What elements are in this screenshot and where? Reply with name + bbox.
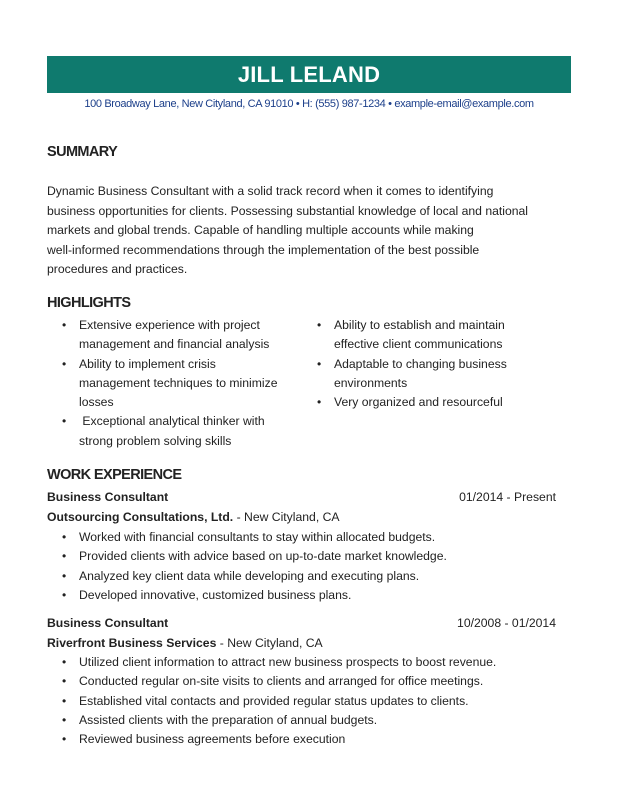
duty-item (47, 711, 577, 730)
highlight-item (47, 316, 307, 355)
contact-info: 100 Broadway Lane, New Cityland, CA 91010 • H: (555) 987-1234 • example-email@example.com (84, 98, 534, 110)
work-experience-heading: WORK EXPERIENCE (47, 467, 182, 483)
name-banner (47, 56, 571, 93)
bullet-icon: • (62, 732, 67, 747)
company-name: Riverfront Business Services (47, 636, 217, 650)
bullet-icon: • (62, 356, 67, 371)
highlight-item (302, 393, 572, 412)
summary-heading: SUMMARY (47, 144, 118, 160)
job-dates: 10/2008 - 01/2014 (457, 616, 556, 630)
summary-line: Dynamic Business Consultant with a solid track record when it comes to identifying (47, 184, 494, 198)
highlight-line: Very organized and resourceful (334, 395, 503, 410)
bullet-icon: • (62, 549, 67, 564)
job-title: Business Consultant (47, 616, 169, 630)
bullet-icon: • (317, 395, 322, 410)
bullet-icon: • (62, 530, 67, 544)
duty-text: Conducted regular on-site visits to clients and arranged for office meetings. (79, 674, 484, 689)
duty-item (47, 586, 577, 605)
job-duties-list (47, 528, 577, 605)
company-name: Outsourcing Consultations, Ltd. (47, 510, 234, 524)
bullet-icon: • (62, 587, 67, 602)
bullet-icon: • (62, 674, 67, 689)
candidate-name: JILL LELAND (237, 61, 381, 87)
bullet-icon: • (62, 693, 67, 708)
duty-text: Analyzed key client data while developing and executing plans. (79, 568, 420, 583)
highlight-line: Adaptable to changing business (334, 356, 507, 371)
summary-line: markets and global trends. Capable of handling multiple accounts while making (47, 223, 474, 237)
highlight-item (302, 355, 572, 394)
duty-item (47, 653, 577, 672)
duty-item (47, 567, 577, 586)
highlight-line: Extensive experience with project (79, 318, 260, 332)
highlight-item (302, 316, 572, 355)
highlights-heading: HIGHLIGHTS (47, 295, 131, 311)
bullet-icon: • (62, 655, 67, 669)
bullet-icon: • (62, 568, 67, 583)
duty-text: Established vital contacts and provided regular status updates to clients. (79, 693, 469, 708)
highlight-line: Ability to establish and maintain (334, 318, 505, 332)
highlights-left-list (47, 316, 307, 451)
highlights-right-list (302, 316, 572, 412)
duty-text: Provided clients with advice based on up-to-date market knowledge. (79, 549, 447, 564)
job-duties-list (47, 653, 577, 749)
highlight-line: effective client communications (334, 337, 503, 352)
duty-item (47, 692, 577, 711)
highlight-line: environments (334, 375, 408, 390)
duty-text: Utilized client information to attract new business prospects to boost revenue. (79, 655, 497, 669)
duty-text: Developed innovative, customized business plans. (79, 587, 352, 602)
highlight-item (47, 355, 307, 413)
bullet-icon: • (317, 356, 322, 371)
duty-item (47, 730, 577, 749)
highlight-line: management techniques to minimize (79, 375, 278, 390)
company-location: - New Cityland, CA (233, 510, 340, 524)
summary-line: business opportunities for clients. Possessing substantial knowledge of local and national (47, 203, 529, 218)
job-dates: 01/2014 - Present (459, 490, 556, 504)
summary-text (47, 182, 567, 280)
duty-text: Reviewed business agreements before execution (79, 732, 346, 747)
summary-line: procedures and practices. (47, 262, 188, 276)
duty-text: Assisted clients with the preparation of annual budgets. (79, 712, 378, 727)
highlight-line: losses (79, 395, 114, 410)
company-line (47, 510, 340, 524)
bullet-icon: • (317, 318, 322, 332)
highlight-item (47, 412, 307, 451)
duty-item (47, 672, 577, 691)
bullet-icon: • (62, 712, 67, 727)
duty-item (47, 547, 577, 566)
bullet-icon: • (62, 414, 67, 429)
highlight-line: Ability to implement crisis (79, 356, 216, 371)
summary-line: well-informed recommendations through the implementation of the best possible (47, 242, 480, 257)
highlight-line: strong problem solving skills (79, 433, 232, 448)
highlight-line: management and financial analysis (79, 337, 270, 352)
company-line (47, 636, 323, 650)
duty-item (47, 528, 577, 547)
highlight-line: Exceptional analytical thinker with (79, 414, 265, 429)
duty-text: Worked with financial consultants to stay within allocated budgets. (79, 530, 436, 544)
company-location: - New Cityland, CA (216, 636, 323, 650)
job-title: Business Consultant (47, 490, 169, 504)
bullet-icon: • (62, 318, 67, 332)
